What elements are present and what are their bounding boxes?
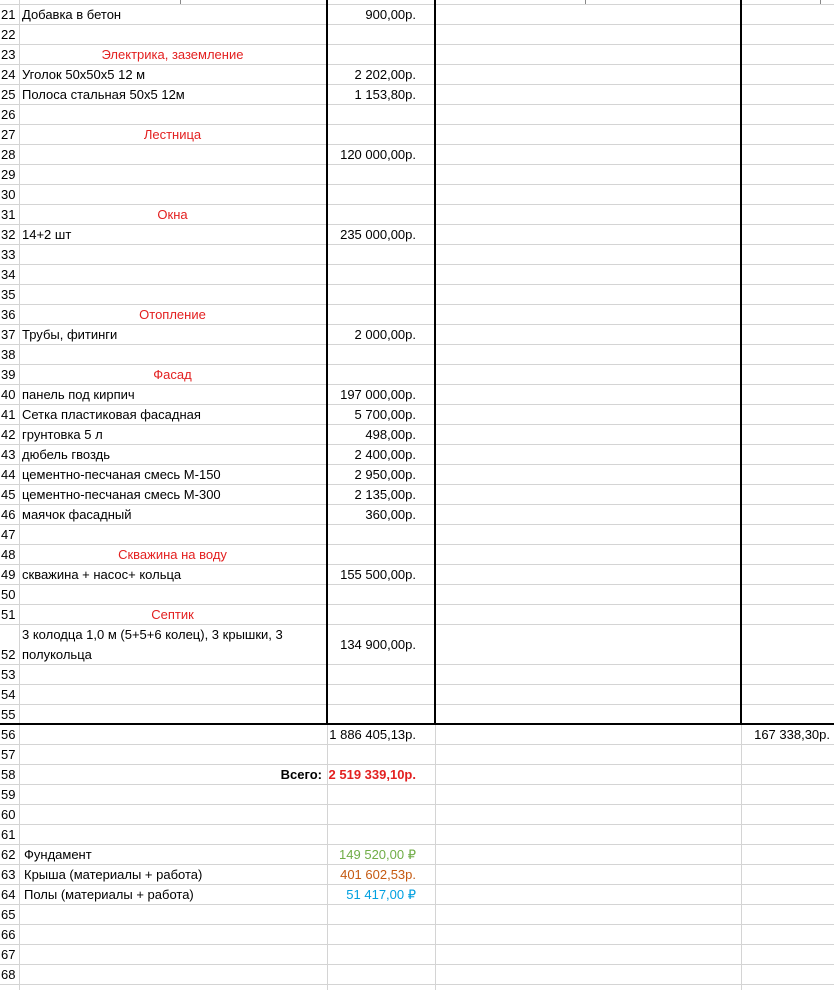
column-divider (435, 725, 436, 990)
section-header-facade[interactable]: Фасад (153, 367, 192, 382)
item-name-cell[interactable]: Трубы, фитинги (22, 327, 118, 342)
table-row[interactable] (0, 145, 834, 165)
row-number[interactable]: 34 (0, 265, 18, 285)
row-number[interactable]: 67 (0, 945, 18, 965)
table-row[interactable] (0, 285, 834, 305)
table-row[interactable] (0, 905, 834, 925)
table-row[interactable] (0, 425, 834, 445)
item-name-cell[interactable]: Сетка пластиковая фасадная (22, 407, 201, 422)
table-row[interactable] (0, 125, 834, 145)
row-number[interactable]: 24 (0, 65, 18, 85)
row-number[interactable]: 35 (0, 285, 18, 305)
subtotal-cell-f[interactable]: 167 338,30р. (754, 727, 830, 742)
row-number[interactable]: 58 (0, 765, 18, 785)
table-row[interactable] (0, 945, 834, 965)
price-cell[interactable]: 120 000,00р. (340, 147, 416, 162)
row-number[interactable]: 64 (0, 885, 18, 905)
table-row[interactable] (0, 445, 834, 465)
row-number[interactable]: 43 (0, 445, 18, 465)
price-cell[interactable]: 5 700,00р. (354, 407, 416, 422)
item-name-cell[interactable]: скважина + насос+ кольца (22, 567, 182, 582)
row-number[interactable]: 32 (0, 225, 18, 245)
item-name-cell[interactable]: Добавка в бетон (22, 7, 122, 22)
row-number[interactable]: 53 (0, 665, 18, 685)
row-number[interactable]: 52 (0, 645, 18, 665)
row-gridline (0, 44, 834, 45)
row-number[interactable]: 59 (0, 785, 18, 805)
row-gridline (0, 704, 834, 705)
table-row[interactable] (0, 665, 834, 685)
row-number[interactable]: 31 (0, 205, 18, 225)
row-gridline (0, 464, 834, 465)
header-tick (180, 0, 181, 4)
total-label[interactable]: Всего: (280, 767, 322, 782)
price-cell[interactable]: 235 000,00р. (340, 227, 416, 242)
row-gridline (0, 624, 834, 625)
row-gridline (0, 524, 834, 525)
price-cell[interactable]: 2 400,00р. (354, 447, 416, 462)
table-border-right (740, 0, 742, 724)
row-gridline (0, 684, 834, 685)
row-gridline (0, 164, 834, 165)
table-row[interactable] (0, 605, 834, 625)
table-row[interactable] (0, 845, 834, 865)
row-gridline (0, 304, 834, 305)
table-row[interactable] (0, 405, 834, 425)
row-number[interactable]: 56 (0, 725, 18, 745)
table-row[interactable] (0, 245, 834, 265)
table-row[interactable] (0, 785, 834, 805)
row-gridline (0, 564, 834, 565)
table-row[interactable] (0, 65, 834, 85)
row-gridline (0, 124, 834, 125)
row-gridline (0, 24, 834, 25)
table-border-bottom (0, 723, 834, 725)
grand-total-cell[interactable]: 2 519 339,10р. (328, 767, 416, 782)
row-gridline (0, 844, 834, 845)
table-border-left (326, 0, 328, 724)
header-tick (820, 0, 821, 4)
subtotal-cell[interactable]: 1 886 405,13р. (329, 727, 416, 742)
item-name-cell[interactable]: Уголок 50х50х5 12 м (22, 67, 146, 82)
price-cell[interactable]: 2 135,00р. (354, 487, 416, 502)
table-row[interactable] (0, 365, 834, 385)
row-number[interactable]: 68 (0, 965, 18, 985)
section-header-heating[interactable]: Отопление (139, 307, 206, 322)
table-row[interactable] (0, 165, 834, 185)
column-divider (19, 0, 20, 990)
row-gridline (0, 984, 834, 985)
row-gridline (0, 364, 834, 365)
row-number[interactable]: 26 (0, 105, 18, 125)
price-cell[interactable]: 197 000,00р. (340, 387, 416, 402)
row-gridline (0, 284, 834, 285)
row-number[interactable]: 63 (0, 865, 18, 885)
price-cell[interactable]: 155 500,00р. (340, 567, 416, 582)
price-cell[interactable]: 2 000,00р. (354, 327, 416, 342)
row-gridline (0, 184, 834, 185)
row-number[interactable]: 28 (0, 145, 18, 165)
row-gridline (0, 944, 834, 945)
table-row[interactable] (0, 745, 834, 765)
table-row[interactable] (0, 345, 834, 365)
row-number[interactable]: 65 (0, 905, 18, 925)
item-name-cell-line1[interactable]: 3 колодца 1,0 м (5+5+6 колец), 3 крышки, 3 (22, 627, 283, 642)
row-number[interactable]: 66 (0, 925, 18, 945)
row-gridline (0, 964, 834, 965)
row-gridline (0, 424, 834, 425)
summary-label-floors[interactable]: Полы (материалы + работа) (24, 887, 194, 902)
section-header-well[interactable]: Скважина на воду (118, 547, 227, 562)
table-row[interactable] (0, 25, 834, 45)
row-number[interactable]: 41 (0, 405, 18, 425)
table-row[interactable] (0, 765, 834, 785)
table-row[interactable] (0, 105, 834, 125)
item-name-cell[interactable]: цементно-песчаная смесь М-150 (22, 467, 221, 482)
row-gridline (0, 484, 834, 485)
table-row[interactable] (0, 965, 834, 985)
row-number[interactable]: 33 (0, 245, 18, 265)
item-name-cell[interactable]: 14+2 шт (22, 227, 72, 242)
row-number[interactable]: 55 (0, 705, 18, 725)
row-gridline (0, 744, 834, 745)
row-number[interactable]: 23 (0, 45, 18, 65)
row-number[interactable]: 49 (0, 565, 18, 585)
row-gridline (0, 264, 834, 265)
table-row[interactable] (0, 925, 834, 945)
row-gridline (0, 584, 834, 585)
row-gridline (0, 784, 834, 785)
row-gridline (0, 84, 834, 85)
table-row[interactable] (0, 385, 834, 405)
row-gridline (0, 144, 834, 145)
table-row[interactable] (0, 865, 834, 885)
row-gridline (0, 804, 834, 805)
table-row[interactable] (0, 265, 834, 285)
summary-value-foundation[interactable]: 149 520,00 ₽ (339, 847, 416, 862)
row-number[interactable]: 57 (0, 745, 18, 765)
row-number[interactable]: 44 (0, 465, 18, 485)
row-gridline (0, 444, 834, 445)
table-row[interactable] (0, 545, 834, 565)
row-gridline (0, 904, 834, 905)
row-number[interactable]: 45 (0, 485, 18, 505)
table-row[interactable] (0, 85, 834, 105)
table-row[interactable] (0, 205, 834, 225)
table-row[interactable] (0, 185, 834, 205)
price-cell[interactable]: 134 900,00р. (340, 637, 416, 652)
price-cell[interactable]: 2 950,00р. (354, 467, 416, 482)
row-gridline (0, 764, 834, 765)
item-name-cell[interactable]: Полоса стальная 50х5 12м (22, 87, 185, 102)
row-number[interactable]: 40 (0, 385, 18, 405)
row-number[interactable]: 30 (0, 185, 18, 205)
header-tick (585, 0, 586, 4)
row-number[interactable]: 25 (0, 85, 18, 105)
table-row[interactable] (0, 805, 834, 825)
row-number[interactable]: 51 (0, 605, 18, 625)
row-number[interactable]: 29 (0, 165, 18, 185)
row-gridline (0, 544, 834, 545)
column-divider (327, 725, 328, 990)
row-number[interactable]: 47 (0, 525, 18, 545)
row-number[interactable]: 60 (0, 805, 18, 825)
price-cell[interactable]: 498,00р. (365, 427, 416, 442)
table-row[interactable] (0, 45, 834, 65)
item-name-cell[interactable]: дюбель гвоздь (22, 447, 111, 462)
row-gridline (0, 244, 834, 245)
row-number[interactable]: 21 (0, 5, 18, 25)
row-number[interactable]: 50 (0, 585, 18, 605)
row-gridline (0, 324, 834, 325)
row-number[interactable]: 39 (0, 365, 18, 385)
row-number[interactable]: 38 (0, 345, 18, 365)
row-number[interactable]: 62 (0, 845, 18, 865)
table-row[interactable] (0, 725, 834, 745)
row-number[interactable]: 27 (0, 125, 18, 145)
table-row[interactable] (0, 5, 834, 25)
summary-value-roof[interactable]: 401 602,53р. (340, 867, 416, 882)
item-name-cell[interactable]: цементно-песчаная смесь М-300 (22, 487, 221, 502)
section-header-septic[interactable]: Септик (151, 607, 194, 622)
item-name-cell[interactable]: грунтовка 5 л (22, 427, 103, 442)
section-header-electrics[interactable]: Электрика, заземление (101, 47, 244, 62)
section-header-stairs[interactable]: Лестница (143, 127, 202, 142)
price-cell[interactable]: 1 153,80р. (354, 87, 416, 102)
row-number[interactable]: 37 (0, 325, 18, 345)
row-gridline (0, 924, 834, 925)
row-gridline (0, 344, 834, 345)
price-cell[interactable]: 900,00р. (365, 7, 416, 22)
table-row[interactable] (0, 705, 834, 725)
row-gridline (0, 204, 834, 205)
row-gridline (0, 824, 834, 825)
row-gridline (0, 404, 834, 405)
table-border-mid (434, 0, 436, 724)
table-row[interactable] (0, 685, 834, 705)
row-gridline (0, 64, 834, 65)
table-row[interactable] (0, 465, 834, 485)
row-gridline (0, 864, 834, 865)
row-gridline (0, 104, 834, 105)
row-number[interactable]: 36 (0, 305, 18, 325)
row-gridline (0, 504, 834, 505)
table-row[interactable] (0, 485, 834, 505)
row-number[interactable]: 61 (0, 825, 18, 845)
column-divider (741, 725, 742, 990)
row-gridline (0, 884, 834, 885)
summary-value-floors[interactable]: 51 417,00 ₽ (346, 887, 416, 902)
table-row[interactable] (0, 565, 834, 585)
item-name-cell[interactable]: панель под кирпич (22, 387, 135, 402)
row-gridline (0, 224, 834, 225)
price-cell[interactable]: 360,00р. (365, 507, 416, 522)
summary-label-roof[interactable]: Крыша (материалы + работа) (24, 867, 203, 882)
table-row[interactable] (0, 885, 834, 905)
row-gridline (0, 604, 834, 605)
table-row[interactable] (0, 505, 834, 525)
item-name-cell-line2[interactable]: полукольца (22, 647, 92, 662)
table-row[interactable] (0, 585, 834, 605)
table-row[interactable] (0, 225, 834, 245)
row-gridline (0, 4, 834, 5)
row-number[interactable]: 48 (0, 545, 18, 565)
table-row[interactable] (0, 325, 834, 345)
section-header-windows[interactable]: Окна (157, 207, 188, 222)
row-number[interactable]: 42 (0, 425, 18, 445)
summary-label-foundation[interactable]: Фундамент (24, 847, 92, 862)
item-name-cell[interactable]: маячок фасадный (22, 507, 132, 522)
table-row[interactable] (0, 825, 834, 845)
row-number[interactable]: 54 (0, 685, 18, 705)
row-number[interactable]: 46 (0, 505, 18, 525)
table-row[interactable] (0, 625, 834, 665)
table-row[interactable] (0, 525, 834, 545)
table-row[interactable] (0, 305, 834, 325)
row-gridline (0, 664, 834, 665)
row-number[interactable]: 22 (0, 25, 18, 45)
price-cell[interactable]: 2 202,00р. (354, 67, 416, 82)
row-gridline (0, 384, 834, 385)
